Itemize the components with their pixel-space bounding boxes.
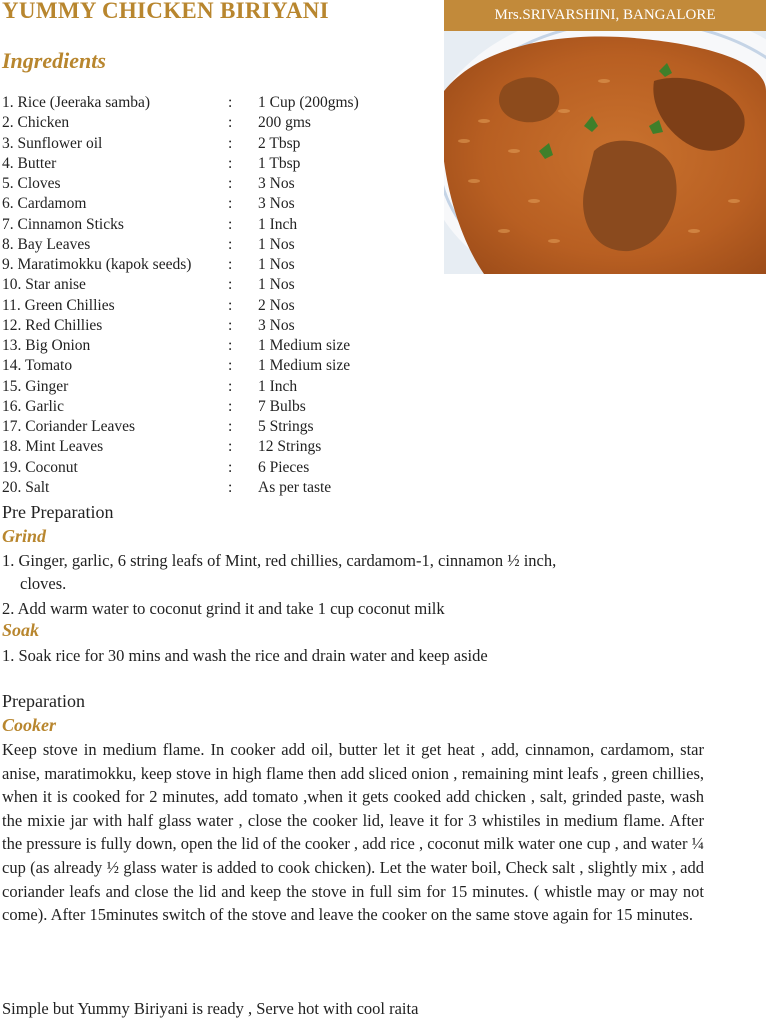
ingredient-separator: : bbox=[228, 397, 233, 415]
pre-preparation-heading: Pre Preparation bbox=[2, 502, 114, 522]
ingredient-name: 19. Coconut bbox=[2, 458, 78, 476]
ingredient-qty: 1 Medium size bbox=[258, 357, 351, 375]
ingredient-name: 6. Cardamom bbox=[2, 195, 87, 213]
ingredient-row bbox=[2, 93, 422, 113]
ingredient-row bbox=[2, 215, 422, 235]
ingredient-row bbox=[2, 174, 422, 194]
ingredient-separator: : bbox=[228, 154, 233, 172]
ingredient-qty: 2 Nos bbox=[258, 296, 295, 314]
ingredient-qty: As per taste bbox=[258, 478, 332, 496]
soak-heading: Soak bbox=[2, 620, 40, 640]
ingredient-separator: : bbox=[228, 134, 233, 152]
ingredient-row bbox=[2, 316, 422, 336]
soak-step-1: 1. Soak rice for 30 mins and wash the rice and drain water and keep aside bbox=[2, 646, 488, 665]
ingredient-separator: : bbox=[228, 276, 233, 294]
ingredient-qty: 5 Strings bbox=[258, 418, 314, 435]
ingredient-name: 8. Bay Leaves bbox=[2, 235, 91, 253]
preparation-heading: Preparation bbox=[2, 691, 85, 711]
ingredient-row bbox=[2, 437, 422, 457]
ingredient-qty: 3 Nos bbox=[258, 175, 295, 192]
ingredient-row bbox=[2, 458, 422, 478]
ingredient-name: 1. Rice (Jeeraka samba) bbox=[2, 94, 151, 111]
ingredient-name: 5. Cloves bbox=[2, 175, 61, 192]
ingredient-row bbox=[2, 194, 422, 214]
author-name: Mrs.SRIVARSHINI, BANGALORE bbox=[494, 7, 716, 23]
ingredient-name: 7. Cinnamon Sticks bbox=[2, 215, 124, 233]
ingredient-row bbox=[2, 336, 422, 356]
ingredient-separator: : bbox=[228, 418, 233, 435]
cooker-instructions: Keep stove in medium flame. In cooker add oil, butter let it get heat , add, cinnamon, cardamom, star anise, maratimokku, keep stove in high flame then add sliced onion , remaining mint leafs , green chillies, when it is cooked for 2 minutes, add tomato ,when it gets cooked add chicken , salt, grinded paste, wash the mixie jar with half glass water , close the cooker lid, leave it for 3 whistiles in medium flame. After the pressure is fully down, open the lid of the cooker , add rice , coconut milk water one cup , and water ¼ cup (as already ½ glass water is added to cook chicken). Let the water boil, Check salt , slightly mix , add coriander leafs and close the lid and keep the stove in full sim for 15 minutes. ( whistle may or may not come). After 15minutes switch of the stove and leave the cooker on the same stove again for 15 minutes. bbox=[2, 740, 704, 925]
ingredient-row bbox=[2, 113, 422, 133]
ingredient-qty: 1 Inch bbox=[258, 377, 298, 395]
ingredient-name: 18. Mint Leaves bbox=[2, 438, 104, 456]
ingredient-separator: : bbox=[228, 337, 233, 354]
ingredient-separator: : bbox=[228, 296, 233, 314]
grind-heading: Grind bbox=[2, 526, 47, 546]
ingredient-name: 10. Star anise bbox=[2, 276, 86, 294]
biriyani-plate-image bbox=[444, 31, 766, 274]
ingredient-row bbox=[2, 134, 422, 154]
ingredient-qty: 200 gms bbox=[258, 114, 311, 132]
ingredients-list bbox=[2, 93, 422, 498]
ingredient-separator: : bbox=[228, 377, 233, 395]
cooker-heading: Cooker bbox=[2, 715, 56, 735]
ingredient-separator: : bbox=[228, 235, 233, 253]
ingredient-separator: : bbox=[228, 458, 233, 476]
ingredient-name: 13. Big Onion bbox=[2, 337, 91, 354]
ingredient-qty: 12 Strings bbox=[258, 438, 322, 456]
ingredient-qty: 3 Nos bbox=[258, 195, 295, 213]
ingredient-qty: 2 Tbsp bbox=[258, 134, 301, 152]
ingredient-separator: : bbox=[228, 175, 233, 192]
ingredient-name: 4. Butter bbox=[2, 154, 57, 172]
ingredient-name: 9. Maratimokku (kapok seeds) bbox=[2, 256, 192, 273]
ingredient-separator: : bbox=[228, 215, 233, 233]
ingredient-row bbox=[2, 255, 422, 275]
ingredient-separator: : bbox=[228, 256, 233, 273]
ingredient-name: 20. Salt bbox=[2, 478, 50, 496]
ingredient-separator: : bbox=[228, 438, 233, 456]
ingredient-row bbox=[2, 377, 422, 397]
ingredient-row bbox=[2, 356, 422, 376]
ingredient-separator: : bbox=[228, 357, 233, 375]
ingredient-name: 17. Coriander Leaves bbox=[2, 418, 135, 435]
ingredient-separator: : bbox=[228, 94, 233, 111]
ingredient-row bbox=[2, 275, 422, 295]
ingredient-qty: 1 Nos bbox=[258, 256, 295, 273]
grind-step-1: 1. Ginger, garlic, 6 string leafs of Mint, red chillies, cardamom-1, cinnamon ½ inch, bbox=[2, 551, 557, 570]
ingredient-row bbox=[2, 397, 422, 417]
ingredient-name: 3. Sunflower oil bbox=[2, 134, 103, 152]
ingredient-qty: 1 Medium size bbox=[258, 337, 351, 354]
ingredient-qty: 1 Inch bbox=[258, 215, 298, 233]
ingredient-separator: : bbox=[228, 316, 233, 334]
ingredient-name: 12. Red Chillies bbox=[2, 316, 103, 334]
ingredient-separator: : bbox=[228, 478, 233, 496]
recipe-title: YUMMY CHICKEN BIRIYANI bbox=[2, 0, 329, 23]
ingredient-name: 2. Chicken bbox=[2, 114, 70, 132]
ingredient-row bbox=[2, 478, 422, 498]
ingredient-name: 14. Tomato bbox=[2, 357, 73, 375]
author-banner bbox=[444, 0, 766, 31]
closing-line: Simple but Yummy Biriyani is ready , Serve hot with cool raita bbox=[2, 999, 419, 1018]
grind-step-1-continued: cloves. bbox=[20, 574, 67, 593]
ingredient-row bbox=[2, 296, 422, 316]
ingredient-row bbox=[2, 417, 422, 437]
ingredient-name: 16. Garlic bbox=[2, 397, 64, 415]
ingredient-separator: : bbox=[228, 114, 233, 132]
grind-step-2: 2. Add warm water to coconut grind it and take 1 cup coconut milk bbox=[2, 599, 445, 618]
ingredient-name: 15. Ginger bbox=[2, 377, 69, 395]
ingredient-qty: 6 Pieces bbox=[258, 458, 310, 476]
ingredient-name: 11. Green Chillies bbox=[2, 296, 115, 314]
ingredient-separator: : bbox=[228, 195, 233, 213]
ingredient-qty: 1 Nos bbox=[258, 235, 295, 253]
biriyani-photo bbox=[444, 31, 766, 274]
ingredient-qty: 1 Nos bbox=[258, 276, 295, 294]
ingredient-row bbox=[2, 154, 422, 174]
ingredient-qty: 1 Tbsp bbox=[258, 154, 301, 172]
ingredients-heading: Ingredients bbox=[2, 48, 106, 73]
ingredient-qty: 3 Nos bbox=[258, 316, 295, 334]
ingredient-qty: 1 Cup (200gms) bbox=[258, 94, 359, 111]
ingredient-qty: 7 Bulbs bbox=[258, 397, 306, 415]
ingredient-row bbox=[2, 235, 422, 255]
